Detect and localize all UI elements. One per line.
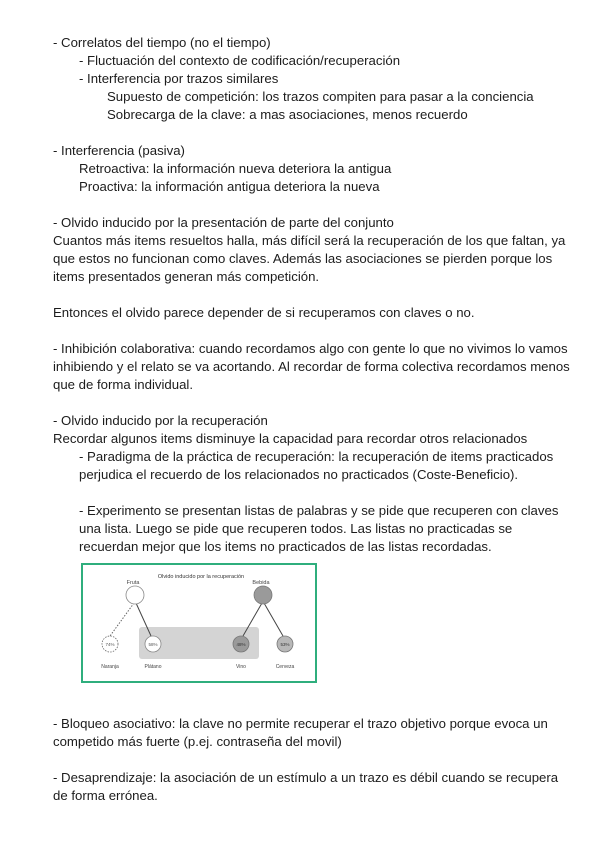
bullet-interferencia-trazos: - Interferencia por trazos similares xyxy=(79,71,279,86)
node-fruta xyxy=(126,586,144,604)
paragraph-olvido-recuperacion-intro: Recordar algunos items disminuye la capacidad para recordar otros relacionados xyxy=(53,431,528,446)
section-title-olvido-parte-conjunto: - Olvido inducido por la presentación de parte del conjunto xyxy=(53,215,394,230)
paragraph-bloqueo-asociativo xyxy=(53,715,573,751)
edge-fruta-naranja xyxy=(110,603,134,636)
term-inhibicion-colaborativa: - Inhibición colaborativa: xyxy=(53,341,196,356)
node-value-naranja: 74% xyxy=(105,642,115,647)
term-desaprendizaje: - Desaprendizaje: xyxy=(53,770,157,785)
bullet-fluctuacion: - Fluctuación del contexto de codificación/recuperación xyxy=(79,53,401,68)
term-bloqueo-asociativo: - Bloqueo asociativo: xyxy=(53,716,176,731)
node-value-vino: 48% xyxy=(236,642,246,647)
paragraph-desaprendizaje xyxy=(53,769,573,805)
paragraph-inhibicion-colaborativa xyxy=(53,340,573,394)
definition-inhibicion-colaborativa: cuando recordamos algo con gente lo que no vivimos lo vamos inhibiendo y el relato se va acortando. Al recordar de forma colectiva recordamos menos que de forma individual. xyxy=(53,341,570,392)
definition-bloqueo-asociativo: la clave no permite recuperar el trazo objetivo porque evoca un competido más fuerte (p.ej. contraseña del movil) xyxy=(53,716,548,749)
bullet-paradigma-practica: - Paradigma de la práctica de recuperación: la recuperación de items practicados perjudica el recuerdo de los relacionados no practicados (Coste-Beneficio). xyxy=(79,449,554,482)
section-title-correlatos: - Correlatos del tiempo (no el tiempo) xyxy=(53,35,271,50)
leaf-label-vino: Vino xyxy=(236,664,246,670)
section-title-olvido-recuperacion: - Olvido inducido por la recuperación xyxy=(53,413,268,428)
node-value-platano: 58% xyxy=(148,642,158,647)
sub-bullet-sobrecarga: Sobrecarga de la clave: a mas asociaciones, menos recuerdo xyxy=(107,107,468,122)
leaf-label-cerveza: Cerveza xyxy=(275,664,295,670)
node-bebida xyxy=(254,586,272,604)
node-label-bebida: Bebida xyxy=(252,580,270,586)
document-page xyxy=(53,34,573,805)
node-value-cerveza: 53% xyxy=(280,642,290,647)
leaf-label-platano: Plátano xyxy=(144,664,162,670)
paragraph-olvido-parte-conjunto: Cuantos más items resueltos halla, más difícil será la recuperación de los que faltan, ya que estos no funcionan como claves. Además las asociaciones se pierden porque los items presentados generan más competición. xyxy=(53,233,566,284)
section-title-interferencia: - Interferencia (pasiva) xyxy=(53,143,185,158)
sub-bullet-competicion: Supuesto de competición: los trazos compiten para pasar a la conciencia xyxy=(107,89,534,104)
figure-olvido-inducido xyxy=(81,563,317,683)
bullet-proactiva: Proactiva: la información antigua deteriora la nueva xyxy=(79,179,380,194)
paragraph-conclusion: Entonces el olvido parece depender de si recuperamos con claves o no. xyxy=(53,305,475,320)
definition-desaprendizaje: la asociación de un estímulo a un trazo es débil cuando se recupera de forma errónea. xyxy=(53,770,559,803)
bullet-retroactiva: Retroactiva: la información nueva deteriora la antigua xyxy=(79,161,392,176)
leaf-label-naranja: Naranja xyxy=(101,664,119,670)
edge-bebida-cerveza xyxy=(264,603,283,636)
figure-diagram xyxy=(83,565,315,681)
bullet-experimento: - Experimento se presentan listas de palabras y se pide que recuperen con claves una lista. Luego se pide que recuperen todos. Las listas no practicadas se recuerdan mejor que los items no practicados de las listas recordadas. xyxy=(79,503,559,554)
figure-title: Olvido inducido por la recuperación xyxy=(157,574,245,580)
node-label-fruta: Fruta xyxy=(126,580,140,586)
